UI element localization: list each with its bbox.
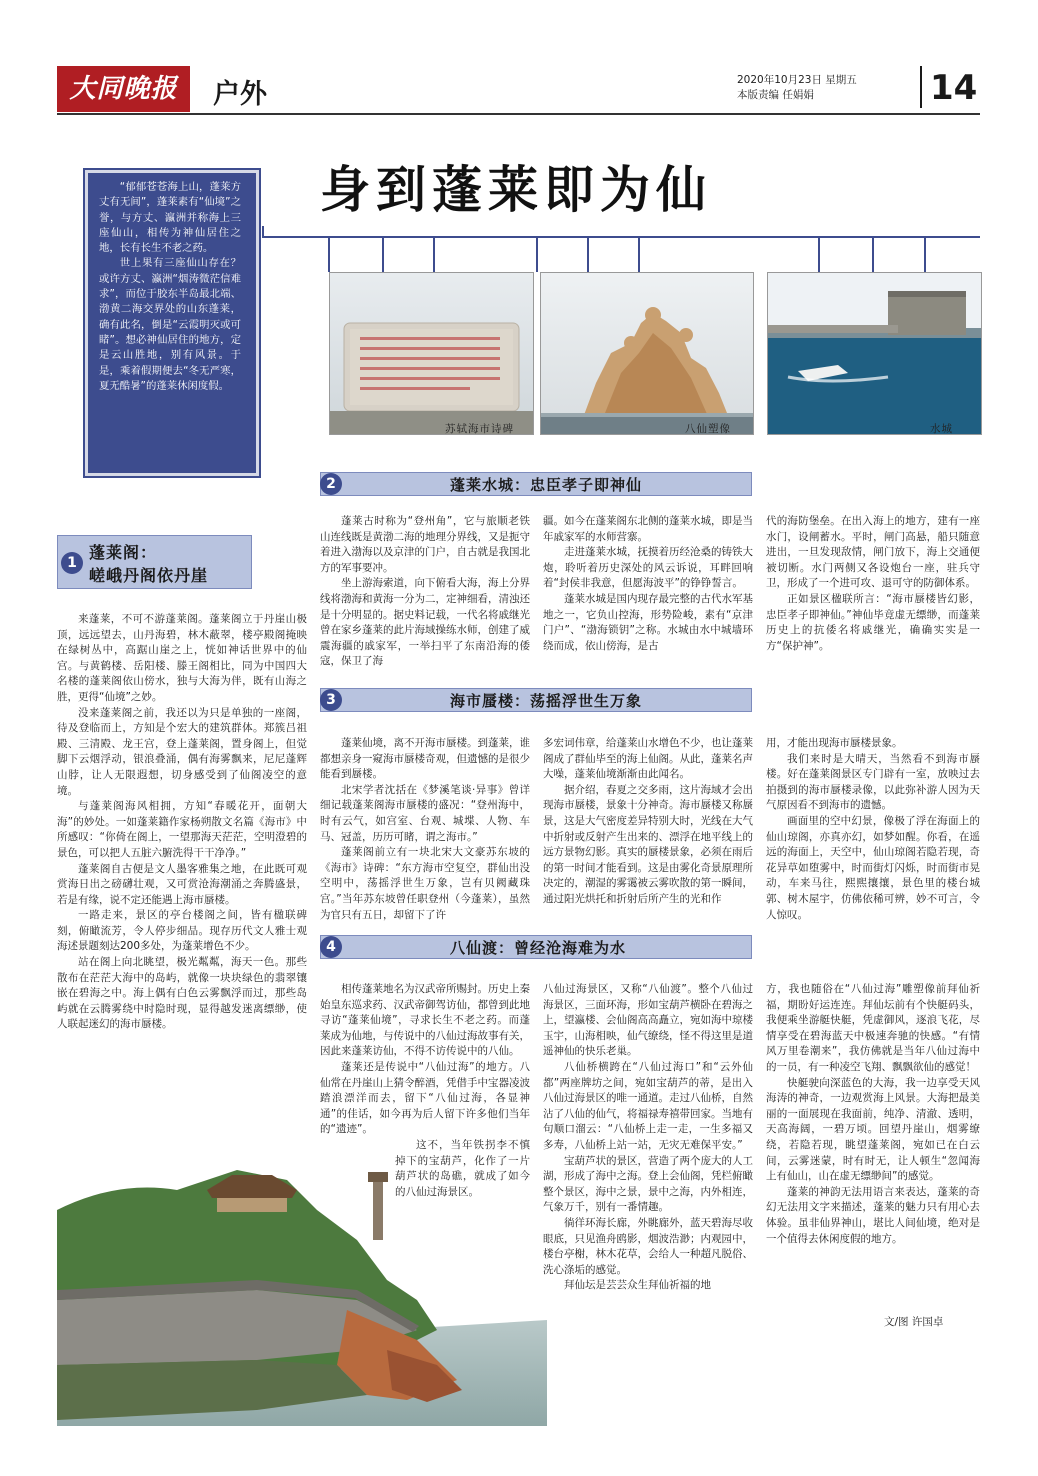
page-number: 14 <box>930 68 978 108</box>
paragraph: 快艇驶向深蓝色的大海，我一边享受天风海涛的神奇，一边观赏海上风景。大海把最美丽的一面展现在我面前，纯净、清澈、透明，天高海阔，一碧万顷。回望丹崖山，烟雾缭绕，若隐若现，眺望蓬莱阁，宛如已在白云间，云雾迷蒙，时有时无，让人顿生“忽闻海上有仙山，山在虚无缥缈间”的感觉。 <box>766 1076 980 1183</box>
paragraph: 走进蓬莱水城，抚摸着历经沧桑的铸铁大炮，聆听着历史深处的风云诉说，耳畔回响着“封侯非我意，但愿海波平”的铮铮誓言。 <box>543 546 753 590</box>
section-name: 户外 <box>213 79 267 110</box>
paragraph: 蓬莱的神韵无法用语言来表达，蓬莱的奇幻无法用文字来描述，蓬莱的魅力只有用心去体验。虽非仙界神山，堪比人间仙境，绝对是一个值得去休闲度假的地方。 <box>766 1185 980 1245</box>
page-title: 身到蓬莱即为仙 <box>320 160 712 219</box>
section4-col3 <box>766 982 980 1247</box>
rule-drop <box>638 236 640 272</box>
paragraph: 多宏词伟章，给蓬莱山水增色不少，也让蓬莱阁成了群仙毕至的海上仙阁。从此，蓬莱名声大噪，蓬莱仙境渐渐由此闻名。 <box>543 737 753 781</box>
paragraph: 坐上游海索道，向下俯看大海，海上分界线将渤海和黄海一分为二，定神细看，清浊还是十分明显的。据史料记载，一代名将戚继光曾在家乡蓬莱的此片海域操练水师，创建了威震海疆的戚家军，一举扫平了东南沿海的倭寇，保卫了海 <box>320 577 530 668</box>
paragraph: 相传蓬莱地名为汉武帝所赐封。历史上秦始皇东巡求药、汉武帝御驾访仙，都曾到此地寻访“蓬莱仙境”，寻求长生不老之药。而蓬莱成为仙地，与传说中的八仙过海故事有关，因此来蓬莱访仙，不得不访传说中的八仙。 <box>320 983 530 1058</box>
section2-number: 2 <box>320 473 342 495</box>
section4-title: 八仙渡：曾经沧海难为水 <box>450 939 627 957</box>
paragraph: 据介绍，春夏之交多雨，这片海域才会出现海市蜃楼，景象十分神奇。海市蜃楼又称蜃景，这是大气密度差异特别大时，光线在大气中折射或反射产生出来的、漂浮在地平线上的远方景物幻影。真实的蜃楼景象，必须在雨后的第一时间才能看到。这是由雾化奇景原理所决定的，潮湿的雾霭被云雾吹散的第一瞬间，通过阳光烘托和折射后所产生的光和作 <box>543 783 753 905</box>
section2-col2 <box>543 514 753 654</box>
newspaper-logo: 大同晚报 <box>57 66 190 112</box>
intro-text <box>99 180 241 394</box>
section4-col2 <box>543 982 753 1294</box>
header-divider <box>920 66 922 108</box>
rule-drop <box>818 236 820 272</box>
photo-caption: 苏轼海市诗碑 <box>445 423 514 435</box>
paragraph: 画面里的空中幻景，像极了浮在海面上的仙山琼阁，亦真亦幻，如梦如醒。你看，在遥远的海面上，天空中，仙山琼阁若隐若现，奇花异草如堕雾中，时而街灯闪烁，时而街市晃动，车来马往，熙熙攘攘，景色里的楼台城郭、树木屋宇，仿佛依稀可辨，妙不可言，令人惊叹。 <box>766 814 980 921</box>
paragraph: 没来蓬莱阁之前，我还以为只是单独的一座阁，待及登临而上，方知是个宏大的建筑群体。郑簇吕祖殿、三清殿、龙王宫，登上蓬莱阁，置身阁上，但觉脚下云烟浮动，银浪叠涌，偶有海雾飘来，尼尼蓬辉山脖，让人无限遐想，切身感受到了仙阁凌空的意境。 <box>57 706 307 797</box>
rule-drop <box>924 236 926 272</box>
paragraph: 站在阁上向北眺望，极光粼粼，海天一色。那些散布在茫茫大海中的岛屿，就像一块块绿色的翡翠镶嵌在碧海之中。海上偶有白色云雾飘浮而过，那些岛屿就在云腾雾绕中时隐时现，显得越发迷离缥缈，使人联起迷幻的海市蜃楼。 <box>57 956 307 1031</box>
penglai-pavilion-photo <box>57 1150 547 1426</box>
paragraph: 八仙桥横跨在“八仙过海口”和“云外仙都”两座牌坊之间，宛如宝葫芦的蒂，是出入八仙过海景区的唯一通道。走过八仙桥，自然沾了八仙的仙气，将福禄寿禧带回家。当地有句顺口溜云：“八仙桥上走一走，一生多福又多寿，八仙桥上站一站，无灾无难保平安。” <box>543 1060 753 1151</box>
section1-title-line2: 嵯峨丹阁依丹崖 <box>89 566 209 585</box>
paragraph: 蓬莱阁前立有一块北宋大文豪苏东坡的《海市》诗碑：“东方海市空复空，群仙出没空明中，荡摇浮世生万象，岂有贝阙藏珠宫。”当年苏东坡曾任职登州（今蓬莱），虽然为官只有五日，却留下了许 <box>320 846 530 921</box>
section1-title-line1: 蓬莱阁： <box>89 543 158 562</box>
section3-col2 <box>543 736 753 908</box>
water-city-photo <box>767 272 982 435</box>
paragraph: 正如景区楹联所言：“海市蜃楼皆幻影，忠臣孝子即神仙。”神仙毕竟虚无缥缈，而蓬莱历史上的抗倭名将戚继光，确确实实是一方“保护神”。 <box>766 592 980 652</box>
paragraph: 一路走来，景区的亭台楼阁之间，皆有楹联碑刻，俯瞰流芳，令人停步细品。现存历代文人雅士观海述景题刻达200多处，为蓬莱增色不少。 <box>57 909 307 953</box>
paragraph: 北宋学者沈括在《梦溪笔谈·异事》曾详细记载蓬莱阁海市蜃楼的盛况：“登州海中，时有云气，如宫室、台观、城堞、人物、车马、冠盖，历历可睹，谓之海市。” <box>320 783 530 843</box>
section2-col1 <box>320 514 530 670</box>
paragraph: 这不，当年铁拐李不慎掉下的宝葫芦，化作了一片葫芦状的岛礁，就成了如今的八仙过海景区。 <box>395 1138 530 1198</box>
paragraph: 蓬莱古时称为“登州角”，它与旅顺老铁山连线既是黄渤二海的地理分界线，又是扼守着进入渤海以及京津的门户，自古就是我国北方的军事要冲。 <box>320 515 530 574</box>
paragraph: 蓬莱水城是国内现存最完整的古代水军基地之一，它负山控海，形势险峻，素有“京津门户”、“渤海锁钥”之称。水城由水中城墙环绕而成，依山傍海，是古 <box>543 592 753 652</box>
paragraph: 方，我也随俗在“八仙过海”雕塑像前拜仙祈福，期盼好运连连。拜仙坛前有个快艇码头，我便乘坐游艇快艇，凭虚御风，逐浪飞花，尽情享受在碧海蓝天中极速奔驰的快感。“有情风万里卷潮来”，我仿佛就是当年八仙过海中的一员，有一种凌空飞翔、飘飘欲仙的感觉！ <box>766 983 980 1073</box>
editor-line: 本版责编 任娟娟 <box>737 89 814 101</box>
paragraph: 代的海防堡垒。在出入海上的地方，建有一座水门，设闸蓄水。平时，闸门高悬，船只随意进出，一旦发现敌情，闸门放下，海上交通便被切断。水门两侧又各设炮台一座，驻兵守卫，形成了一个进可攻、退可守的防御体系。 <box>766 515 980 590</box>
eight-immortals-statue-photo <box>540 272 754 435</box>
intro-paragraph: 世上果有三座仙山存在？或许方丈、瀛洲“烟涛微茫信难求”，而位于胶东半岛最北端、渤黄二海交界处的山东蓬莱，确有此名，倒是“云霞明灭或可睹”。想必神仙居住的地方，定是云山胜地，别有风景。于是，乘着假期便去“冬无严寒，夏无酷暑”的蓬莱休闲度假。 <box>99 257 241 392</box>
header-meta <box>737 73 857 103</box>
rule-drop <box>536 236 538 272</box>
date-line: 2020年10月23日 星期五 <box>737 74 857 86</box>
paragraph: 蓬莱还是传说中“八仙过海”的地方。八仙常在丹崖山上猜令醉酒，凭借手中宝器凌波踏浪漂洋而去，留下“八仙过海，各显神通”的佳话，如今再为后人留下许多他们当年的“遗迹”。 <box>320 1060 530 1136</box>
section1-body <box>57 612 307 1033</box>
section2-title: 蓬莱水城：忠臣孝子即神仙 <box>450 476 643 494</box>
section4-number: 4 <box>320 936 342 958</box>
rule-tick <box>262 226 264 238</box>
section1-number: 1 <box>61 552 83 574</box>
author-credit: 文/图 许国卓 <box>884 1316 944 1328</box>
rule-drop <box>382 236 384 272</box>
paragraph: 用，才能出现海市蜃楼景象。 <box>766 737 903 749</box>
paragraph: 八仙过海景区，又称“八仙渡”。整个八仙过海景区，三面环海，形如宝葫芦横卧在碧海之上，望瀛楼、会仙阁高高矗立，宛如海中琼楼玉宇，山海相映，仙气缭绕，怪不得这里是道遥神仙的快乐老巢。 <box>543 983 753 1058</box>
photo-caption: 水城 <box>930 423 953 435</box>
paragraph: 来蓬莱，不可不游蓬莱阁。蓬莱阁立于丹崖山极顶，远远望去，山丹海碧，林木蔽翠，楼亭殿阁掩映在绿树丛中，高踞山崖之上，恍如神话世界中的仙宫。与黄鹤楼、岳阳楼、滕王阁相比，同为中国四大名楼的蓬莱阁依山傍水，独与大海为伴，既有山海之胜，更得“仙境”之妙。 <box>57 613 307 703</box>
paragraph: 蓬莱阁自古便是文人墨客雅集之地，在此既可观赏海日出之磅礴壮观，又可赏沧海潮涌之奔腾盛景，若是有缘，说不定还能遇上海市蜃楼。 <box>57 862 307 906</box>
intro-paragraph: “郁郁苍苍海上山，蓬莱方丈有无间”，蓬莱素有“仙境”之誉，与方丈、瀛洲并称海上三座仙山，相传为神仙居住之地，长有长生不老之药。 <box>99 181 241 255</box>
section2-col3 <box>766 514 980 654</box>
paragraph: 蓬莱仙境，离不开海市蜃楼。到蓬莱，谁都想亲身一窥海市蜃楼奇观，但遗憾的是很少能看到蜃楼。 <box>320 737 530 781</box>
paragraph: 徜徉环海长廊，外眺廊外，蓝天碧海尽收眼底，只见渔舟鸥影，烟波浩渺；内观园中，楼台亭榭，林木花草，会给人一种超凡脱俗、洗心涤垢的感觉。 <box>543 1216 753 1276</box>
section3-col1 <box>320 736 530 923</box>
rule-drop <box>433 236 435 272</box>
paragraph: 我们来时是大晴天，当然看不到海市蜃楼。好在蓬莱阁景区专门辟有一室，放映过去拍摄到的海市蜃楼录像，以此弥补游人因为天气原因看不到海市的遗憾。 <box>766 752 980 812</box>
stone-stele-photo <box>329 272 534 435</box>
paragraph: 与蓬莱阁海风相拥，方知“春暖花开，面朝大海”的妙处。一如蓬莱籍作家杨朔散文名篇《海市》中所感叹：“你倚在阁上，一望那海天茫茫，空明澄碧的景色，可以把人五脏六腑洗得干干净净。” <box>57 800 307 859</box>
rule-drop <box>328 236 330 272</box>
section3-col3 <box>766 736 980 923</box>
rule-drop <box>587 236 589 272</box>
paragraph: 拜仙坛是芸芸众生拜仙祈福的地 <box>564 1279 711 1292</box>
header-rule <box>57 113 980 115</box>
rule-drop <box>872 236 874 272</box>
section3-title: 海市蜃楼：荡摇浮世生万象 <box>450 692 643 710</box>
paragraph: 宝葫芦状的景区，营造了两个庞大的人工湖，形成了海中之海。登上会仙阁，凭栏俯瞰整个景区，海中之景，景中之海，内外相连，气象万千，别有一番情趣。 <box>543 1154 753 1214</box>
section3-number: 3 <box>320 689 342 711</box>
paragraph: 疆。如今在蓬莱阁东北侧的蓬莱水城，即是当年戚家军的水师营寨。 <box>543 515 753 543</box>
photo-caption: 八仙塑像 <box>685 423 731 435</box>
